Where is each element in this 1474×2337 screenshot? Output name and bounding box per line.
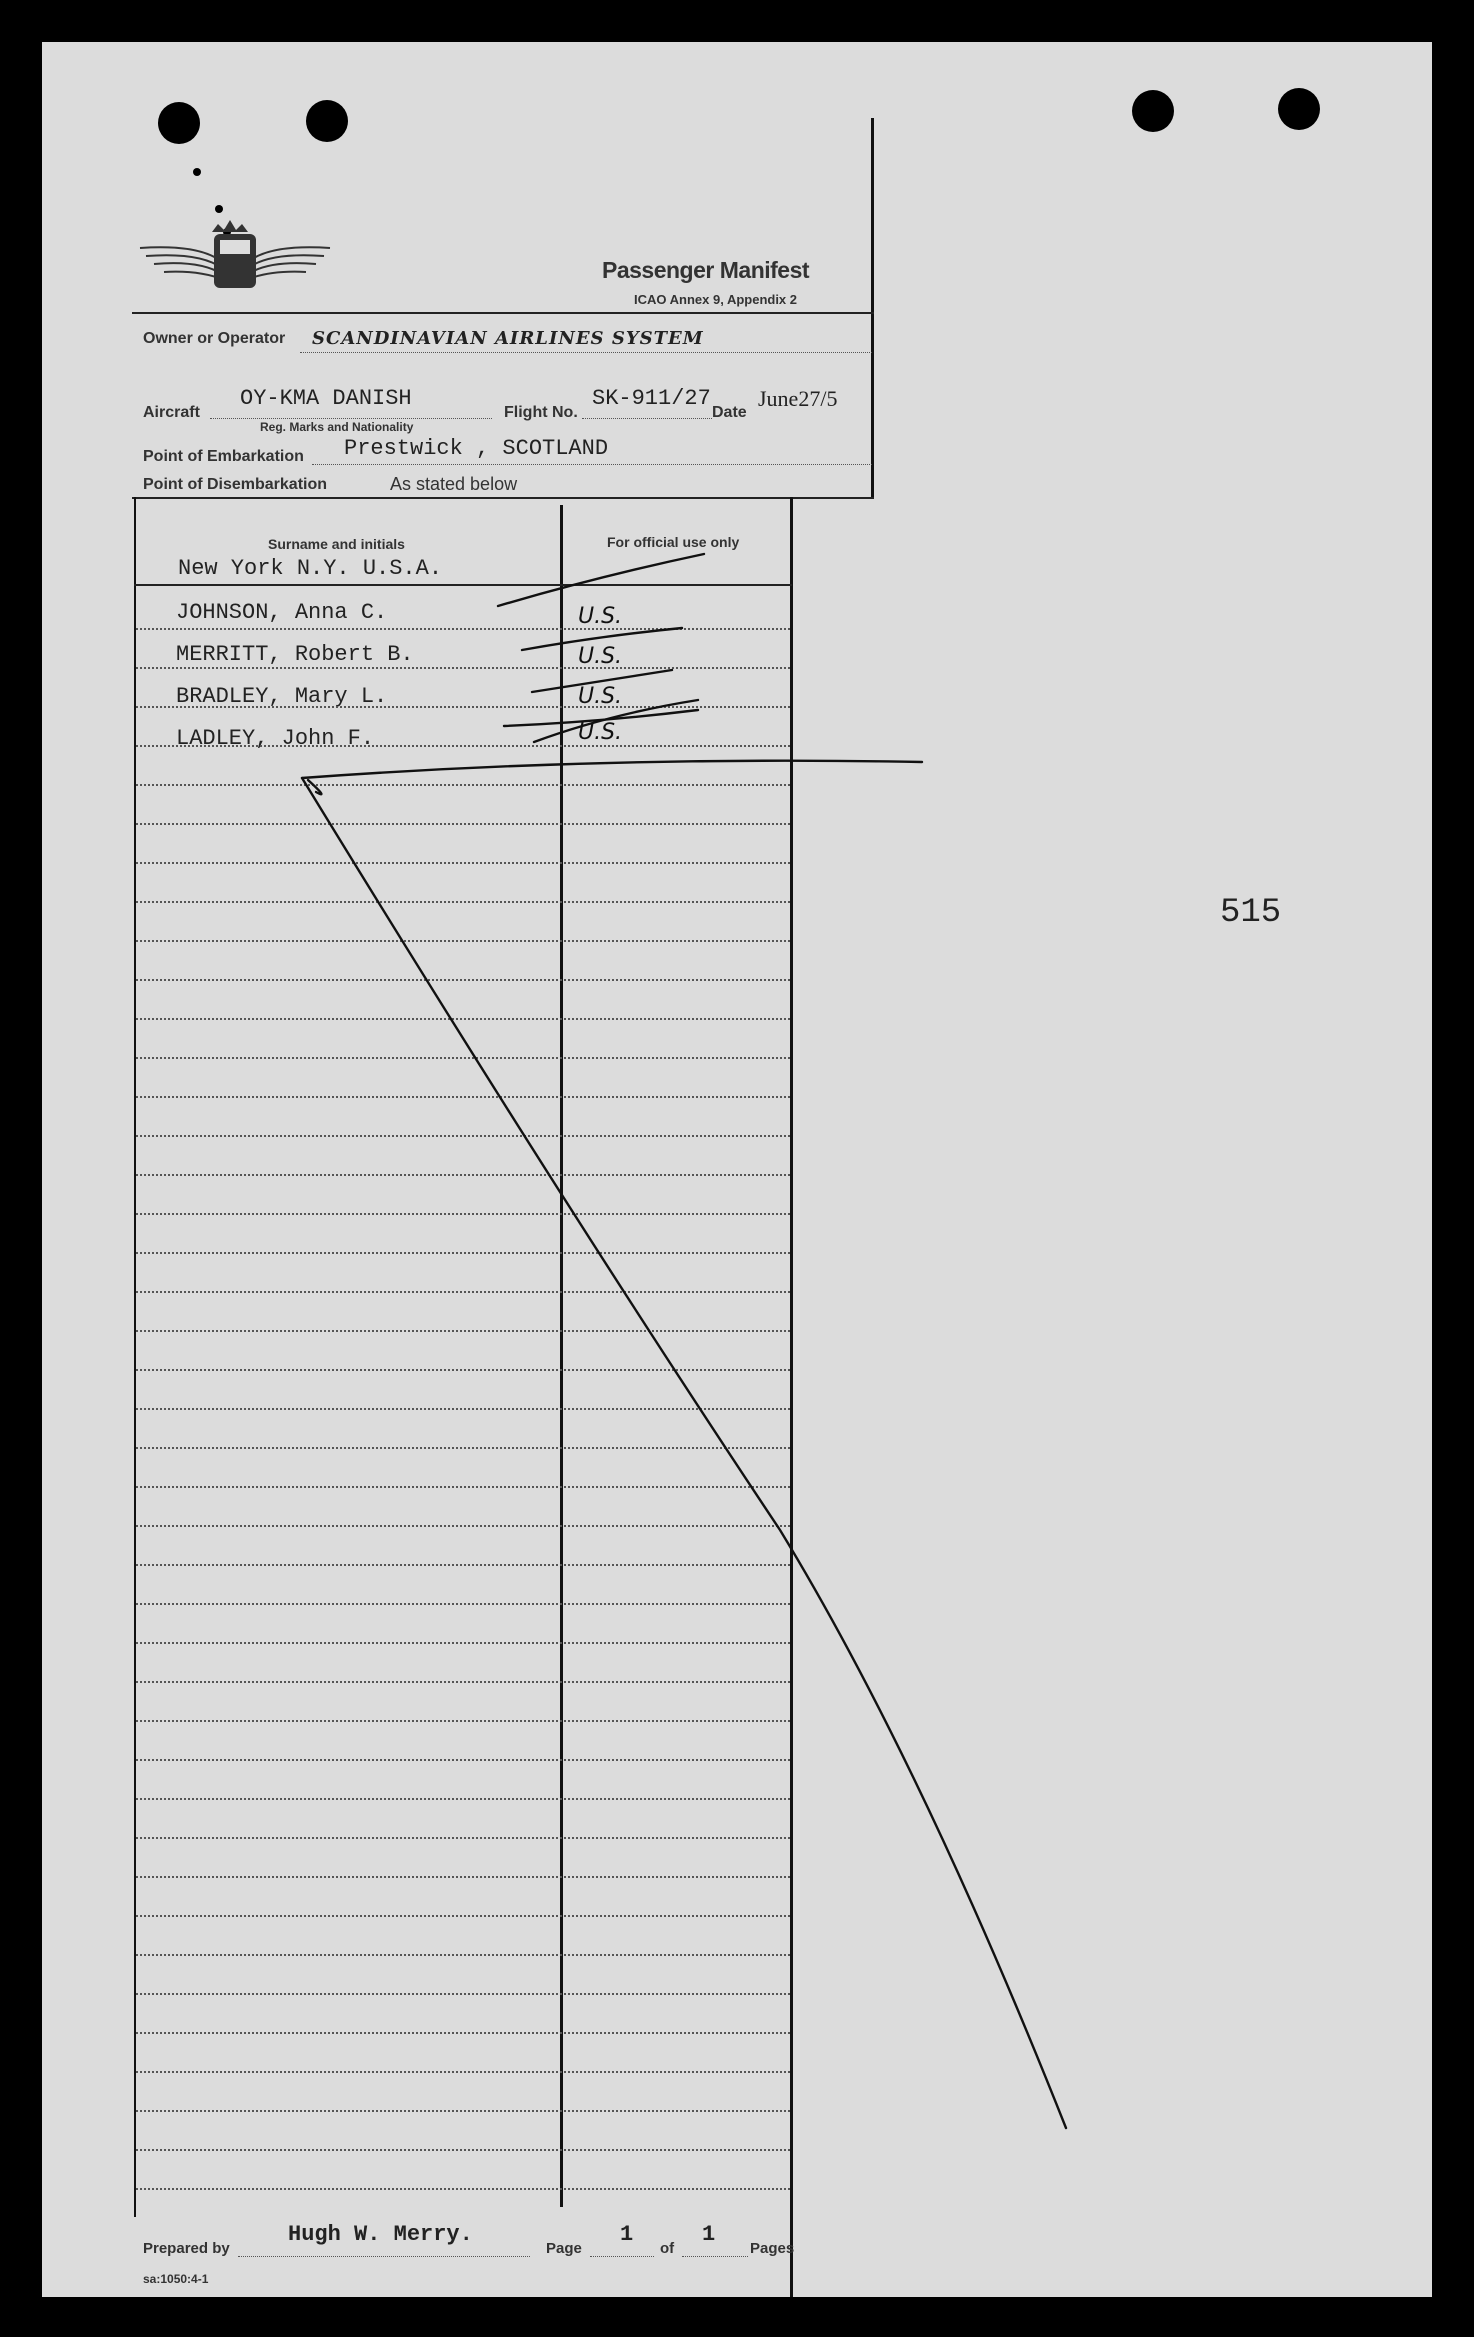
pages-value: 1 xyxy=(702,2222,716,2247)
pen-stroke xyxy=(504,710,698,726)
official-mark: U.S. xyxy=(578,604,623,629)
disembarkation-label: Point of Disembarkation xyxy=(143,476,328,493)
operator-label: Owner or Operator xyxy=(143,330,286,347)
passenger-name: MERRITT, Robert B. xyxy=(176,642,414,667)
passenger-name: JOHNSON, Anna C. xyxy=(176,600,388,625)
official-mark: U.S. xyxy=(578,684,623,709)
column-header-official-use: For official use only xyxy=(607,534,740,550)
aircraft-sublabel: Reg. Marks and Nationality xyxy=(260,420,414,434)
aircraft-value: OY-KMA DANISH xyxy=(240,386,412,411)
document-subtitle: ICAO Annex 9, Appendix 2 xyxy=(634,292,798,307)
date-label: Date xyxy=(712,404,747,421)
destination-line: New York N.Y. U.S.A. xyxy=(178,556,443,581)
pen-stroke xyxy=(302,761,922,778)
pen-stroke xyxy=(522,628,682,650)
pages-underline xyxy=(682,2256,748,2257)
of-label: of xyxy=(660,2240,675,2257)
prepared-by-underline xyxy=(238,2256,530,2257)
pen-stroke xyxy=(534,700,698,742)
form-code: sa:1050:4-1 xyxy=(143,2272,209,2286)
document-title: Passenger Manifest xyxy=(602,257,810,283)
pen-stroke xyxy=(532,670,672,692)
prepared-by-value: Hugh W. Merry. xyxy=(288,2222,473,2247)
diagonal-cancel-stroke xyxy=(302,778,1066,2128)
disembarkation-value: As stated below xyxy=(390,474,518,494)
flight-value: SK-911/27 xyxy=(592,386,711,411)
column-header-surname: Surname and initials xyxy=(268,536,405,552)
passenger-name: BRADLEY, Mary L. xyxy=(176,684,388,709)
aircraft-label: Aircraft xyxy=(143,404,200,421)
pages-label: Pages xyxy=(750,2240,795,2257)
operator-value: SCANDINAVIAN AIRLINES SYSTEM xyxy=(312,328,704,349)
page-value: 1 xyxy=(620,2222,634,2247)
stamp-number: 515 xyxy=(1220,894,1282,932)
embarkation-label: Point of Embarkation xyxy=(143,448,304,465)
page-label: Page xyxy=(546,2240,582,2257)
pen-stroke xyxy=(498,554,704,606)
flight-label: Flight No. xyxy=(504,404,578,421)
official-mark: U.S. xyxy=(578,644,623,669)
prepared-by-label: Prepared by xyxy=(143,2240,230,2257)
date-value: June27/5 xyxy=(758,386,838,411)
embarkation-value: Prestwick , SCOTLAND xyxy=(344,436,609,461)
page-underline xyxy=(590,2256,654,2257)
passenger-name: LADLEY, John F. xyxy=(176,726,375,751)
official-mark: U.S. xyxy=(578,720,623,745)
